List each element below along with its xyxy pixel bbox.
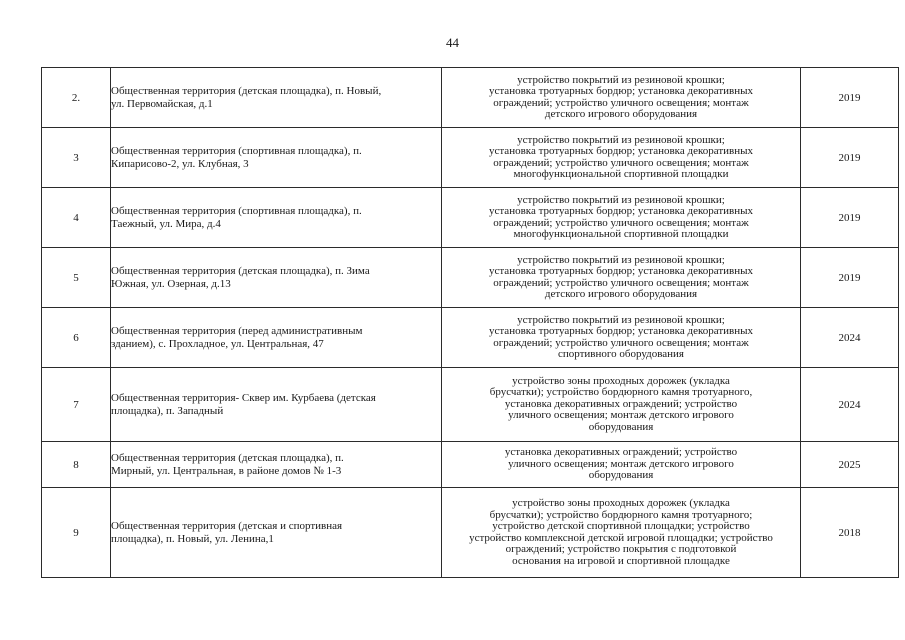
territory-name: Общественная территория (спортивная площадка), п. Таежный, ул. Мира, д.4: [111, 188, 442, 248]
works-description: устройство покрытий из резиновой крошки; установка тротуарных бордюр; установка декоративных ограждений; устройство уличного освещения; монтаж детского игрового оборудования: [442, 248, 801, 308]
year: 2019: [801, 128, 899, 188]
row-number: 7: [42, 368, 111, 442]
table-row: [42, 68, 899, 128]
table-row: [42, 368, 899, 442]
table-row: [42, 248, 899, 308]
works-description: устройство зоны проходных дорожек (укладка брусчатки); устройство бордюрного камня тротуарного, установка декоративных ограждений; устройство уличного освещения; монтаж детского игрового оборудования: [442, 368, 801, 442]
row-number: 6: [42, 308, 111, 368]
year: 2025: [801, 442, 899, 488]
row-number: 4: [42, 188, 111, 248]
territory-name: Общественная территория (детская площадка), п. Мирный, ул. Центральная, в районе домов № 1-3: [111, 442, 442, 488]
page-number: 44: [446, 35, 459, 50]
year: 2024: [801, 308, 899, 368]
table-row: [42, 488, 899, 578]
territory-name: Общественная территория (спортивная площадка), п. Кипарисово-2, ул. Клубная, 3: [111, 128, 442, 188]
territory-name: Общественная территория (детская и спортивная площадка), п. Новый, ул. Ленина,1: [111, 488, 442, 578]
territory-name: Общественная территория (перед административным зданием), с. Прохладное, ул. Центральная, 47: [111, 308, 442, 368]
year: 2019: [801, 68, 899, 128]
works-description: устройство покрытий из резиновой крошки; установка тротуарных бордюр; установка декоративных ограждений; устройство уличного освещения; монтаж многофункциональной спортивной площадки: [442, 128, 801, 188]
table-row: [42, 188, 899, 248]
territory-name: Общественная территория (детская площадка), п. Зима Южная, ул. Озерная, д.13: [111, 248, 442, 308]
works-description: устройство покрытий из резиновой крошки; установка тротуарных бордюр; установка декоративных ограждений; устройство уличного освещения; монтаж спортивного оборудования: [442, 308, 801, 368]
row-number: 9: [42, 488, 111, 578]
table-row: [42, 442, 899, 488]
territories-table: [41, 67, 899, 578]
row-number: 3: [42, 128, 111, 188]
territory-name: Общественная территория (детская площадка), п. Новый, ул. Первомайская, д.1: [111, 68, 442, 128]
works-description: устройство покрытий из резиновой крошки; установка тротуарных бордюр; установка декоративных ограждений; устройство уличного освещения; монтаж многофункциональной спортивной площадки: [442, 188, 801, 248]
year: 2019: [801, 248, 899, 308]
row-number: 2.: [42, 68, 111, 128]
territory-name: Общественная территория- Сквер им. Курбаева (детская площадка), п. Западный: [111, 368, 442, 442]
year: 2019: [801, 188, 899, 248]
row-number: 8: [42, 442, 111, 488]
table-row: [42, 308, 899, 368]
year: 2024: [801, 368, 899, 442]
table-row: [42, 128, 899, 188]
year: 2018: [801, 488, 899, 578]
row-number: 5: [42, 248, 111, 308]
works-description: устройство покрытий из резиновой крошки; установка тротуарных бордюр; установка декоративных ограждений; устройство уличного освещения; монтаж детского игрового оборудования: [442, 68, 801, 128]
works-description: устройство зоны проходных дорожек (укладка брусчатки); устройство бордюрного камня тротуарного; устройство детской спортивной площадки; устройство устройство комплексной детской игровой площадки; устройство ограждений; устройство покрытия с подготовкой основания на игровой и спортивной площадке: [442, 488, 801, 578]
works-description: установка декоративных ограждений; устройство уличного освещения; монтаж детского игрового оборудования: [442, 442, 801, 488]
